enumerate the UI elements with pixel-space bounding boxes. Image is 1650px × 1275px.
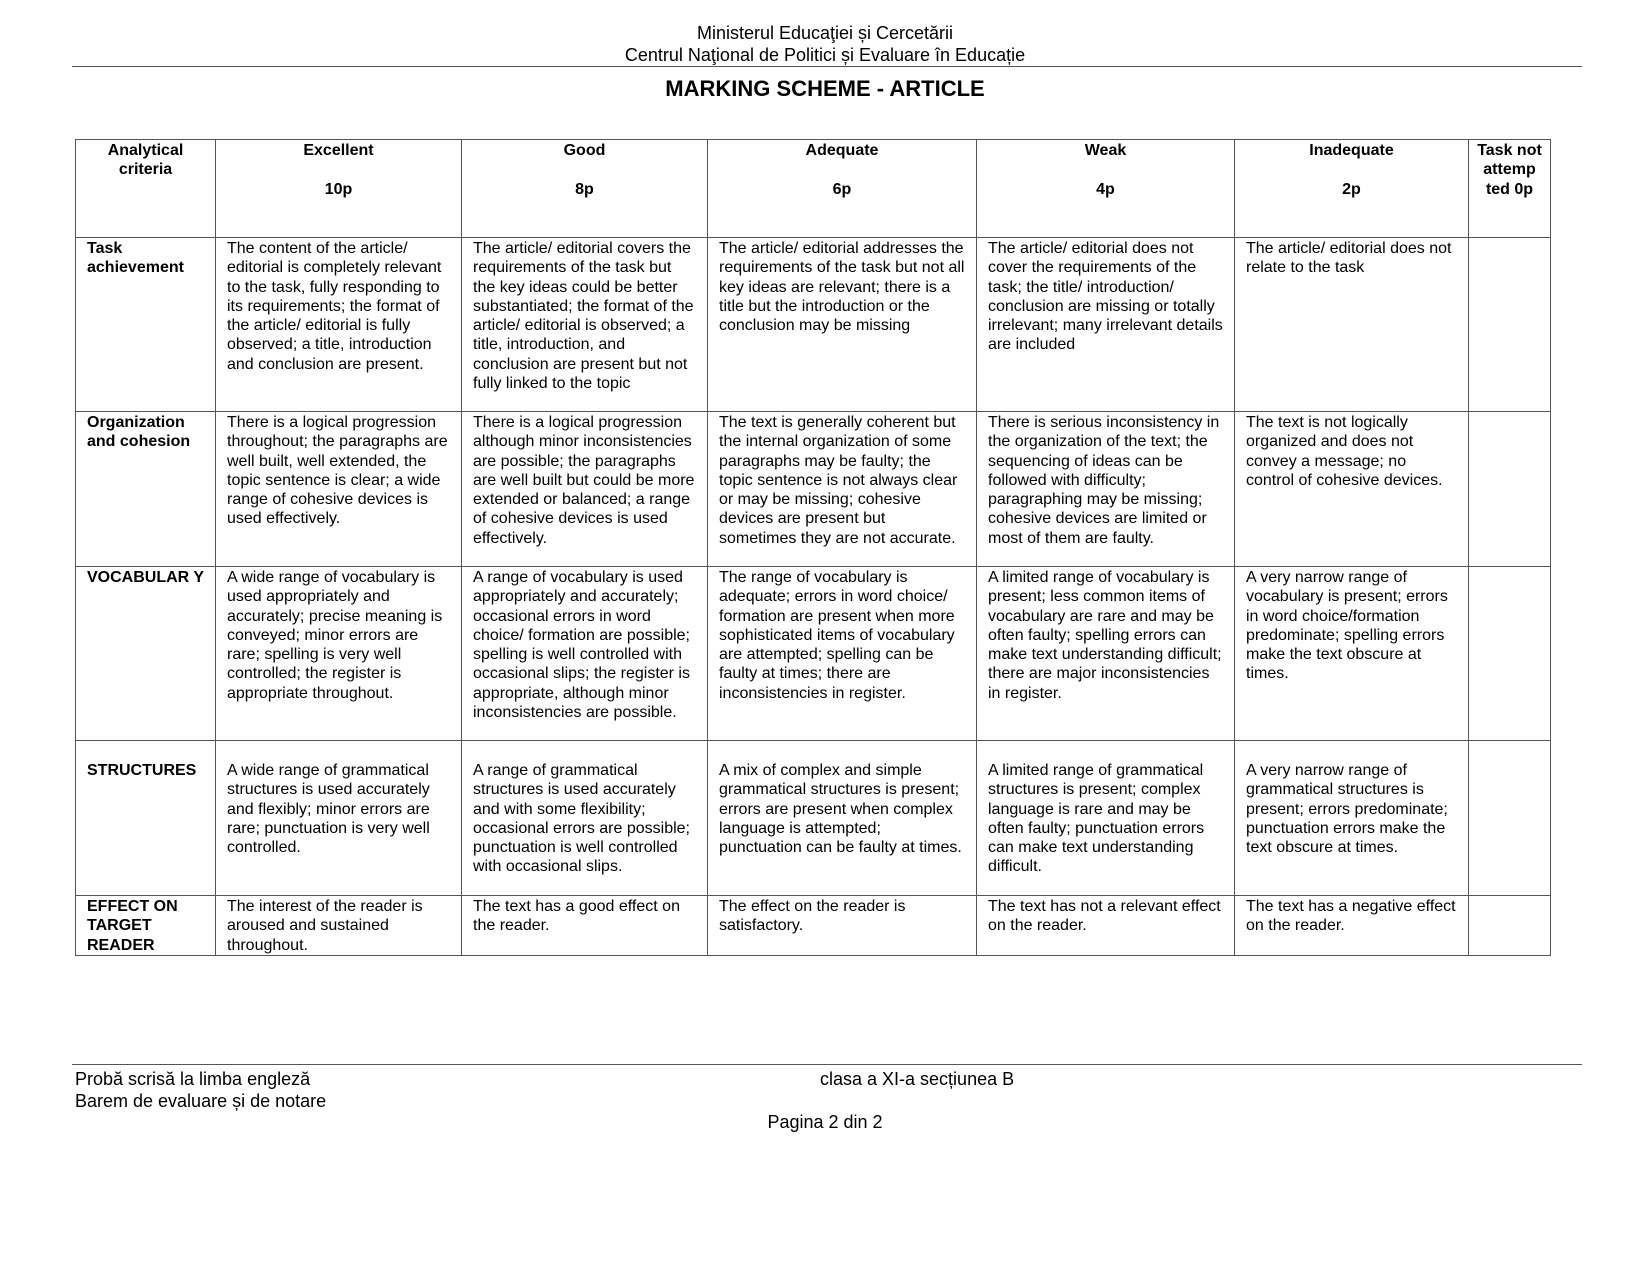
table-row [76,896,1551,956]
table-cell: The text has a negative effect on the reader. [1235,896,1469,956]
table-row [76,741,1551,896]
table-cell: The text is generally coherent but the internal organization of some paragraphs may be faulty; the topic sentence is not always clear or may be missing; cohesive devices are present but sometimes they are not accurate. [708,412,977,567]
column-header-adequate [708,140,977,238]
footer-class: clasa a XI-a secțiunea B [820,1069,1015,1089]
criterion-label: EFFECT ON TARGET READER [76,896,216,956]
table-header-row [76,140,1551,238]
column-header-points: 2p [1342,180,1361,198]
column-header-label: Weak [1084,142,1127,159]
column-header-points: 8p [575,180,594,198]
footer-divider [72,1064,1582,1065]
column-header-label: Inadequate [1309,142,1394,159]
table-cell: There is serious inconsistency in the organization of the text; the sequencing of ideas can be followed with difficulty; paragraphing may be missing; cohesive devices are limited or most of them are faulty. [977,412,1235,567]
table-cell: The text has not a relevant effect on the reader. [977,896,1235,956]
page-header [0,22,1650,66]
column-header-points: 6p [832,180,852,198]
page-number: Pagina 2 din 2 [767,1112,883,1132]
table-cell: A limited range of grammatical structures is present; complex language is rare and may be often faulty; punctuation errors can make text understanding difficult. [977,741,1235,896]
column-header-label: Good [563,142,606,159]
column-header-label: Excellent [303,142,374,159]
table-cell: There is a logical progression throughout; the paragraphs are well built, well extended, the topic sentence is clear; a wide range of cohesive devices is used effectively. [216,412,462,567]
table-cell: The article/ editorial addresses the requirements of the task but not all key ideas are relevant; there is a title but the introduction or the conclusion may be missing [708,238,977,412]
table-row [76,412,1551,567]
column-header-good [462,140,708,238]
table-cell: There is a logical progression although minor inconsistencies are possible; the paragraphs are well built but could be more extended or balanced; a range of cohesive devices is used effectively. [462,412,708,567]
table-cell [1469,238,1551,412]
criterion-label: Organization and cohesion [76,412,216,567]
page-title: MARKING SCHEME - ARTICLE [665,76,985,101]
table-cell [1469,896,1551,956]
table-cell: The text has a good effect on the reader. [462,896,708,956]
column-header-points: 10p [324,180,353,198]
footer-left [75,1068,326,1112]
column-header-points: 4p [1096,180,1115,198]
table-cell: The range of vocabulary is adequate; errors in word choice/ formation are present when more sophisticated items of vocabulary are attempted; spelling can be faulty at times; there are inconsistencies in register. [708,567,977,741]
table-cell: The article/ editorial does not cover the requirements of the task; the title/ introduction/ conclusion are missing or totally irrelevant; many irrelevant details are included [977,238,1235,412]
criterion-label: STRUCTURES [76,741,216,896]
center-name: Centrul Naţional de Politici și Evaluare în Educație [624,45,1026,65]
table-cell: The content of the article/ editorial is completely relevant to the task, fully responding to its requirements; the format of the article/ editorial is fully observed; a title, introduction and conclusion are present. [216,238,462,412]
table-cell: The article/ editorial does not relate to the task [1235,238,1469,412]
header-divider [72,66,1582,67]
column-header-criteria [76,140,216,238]
table-cell: A limited range of vocabulary is present; less common items of vocabulary are rare and may be often faulty; spelling errors can make text understanding difficult; there are major inconsistencies in register. [977,567,1235,741]
scheme-name: Barem de evaluare și de notare [75,1091,327,1111]
column-header-weak [977,140,1235,238]
table-cell [1469,567,1551,741]
exam-name: Probă scrisă la limba engleză [75,1069,311,1089]
column-header-not-attempted [1469,140,1551,238]
column-header-label: Adequate [805,142,879,159]
table-cell: A very narrow range of vocabulary is present; errors in word choice/formation predominate; spelling errors make the text obscure at times. [1235,567,1469,741]
table-cell: The effect on the reader is satisfactory. [708,896,977,956]
column-header-excellent [216,140,462,238]
criterion-label: Task achievement [76,238,216,412]
table-row [76,567,1551,741]
table-cell: A mix of complex and simple grammatical structures is present; errors are present when complex language is attempted; punctuation can be faulty at times. [708,741,977,896]
criterion-label: VOCABULAR Y [76,567,216,741]
table-cell: A wide range of grammatical structures is used accurately and flexibly; minor errors are rare; punctuation is very well controlled. [216,741,462,896]
column-header-label: Task not attemp ted 0p [1477,142,1542,198]
ministry-name: Ministerul Educaţiei și Cercetării [696,23,954,43]
table-cell: A range of vocabulary is used appropriately and accurately; occasional errors in word choice/ formation are possible; spelling is well controlled with occasional slips; the register is appropriate, although minor inconsistencies are possible. [462,567,708,741]
table-cell [1469,741,1551,896]
marking-scheme-table [75,139,1551,956]
column-header-label: Analytical criteria [107,142,184,179]
table-cell: The article/ editorial covers the requirements of the task but the key ideas could be better substantiated; the format of the article/ editorial is observed; a title, introduction, and conclusion are present but not fully linked to the topic [462,238,708,412]
table-cell: The text is not logically organized and does not convey a message; no control of cohesive devices. [1235,412,1469,567]
table-cell: A range of grammatical structures is used accurately and with some flexibility; occasional errors are possible; punctuation is well controlled with occasional slips. [462,741,708,896]
table-row [76,238,1551,412]
table-cell: The interest of the reader is aroused and sustained throughout. [216,896,462,956]
table-cell [1469,412,1551,567]
column-header-inadequate [1235,140,1469,238]
table-cell: A very narrow range of grammatical structures is present; errors predominate; punctuation errors make the text obscure at times. [1235,741,1469,896]
table-cell: A wide range of vocabulary is used appropriately and accurately; precise meaning is conveyed; minor errors are rare; spelling is very well controlled; the register is appropriate throughout. [216,567,462,741]
